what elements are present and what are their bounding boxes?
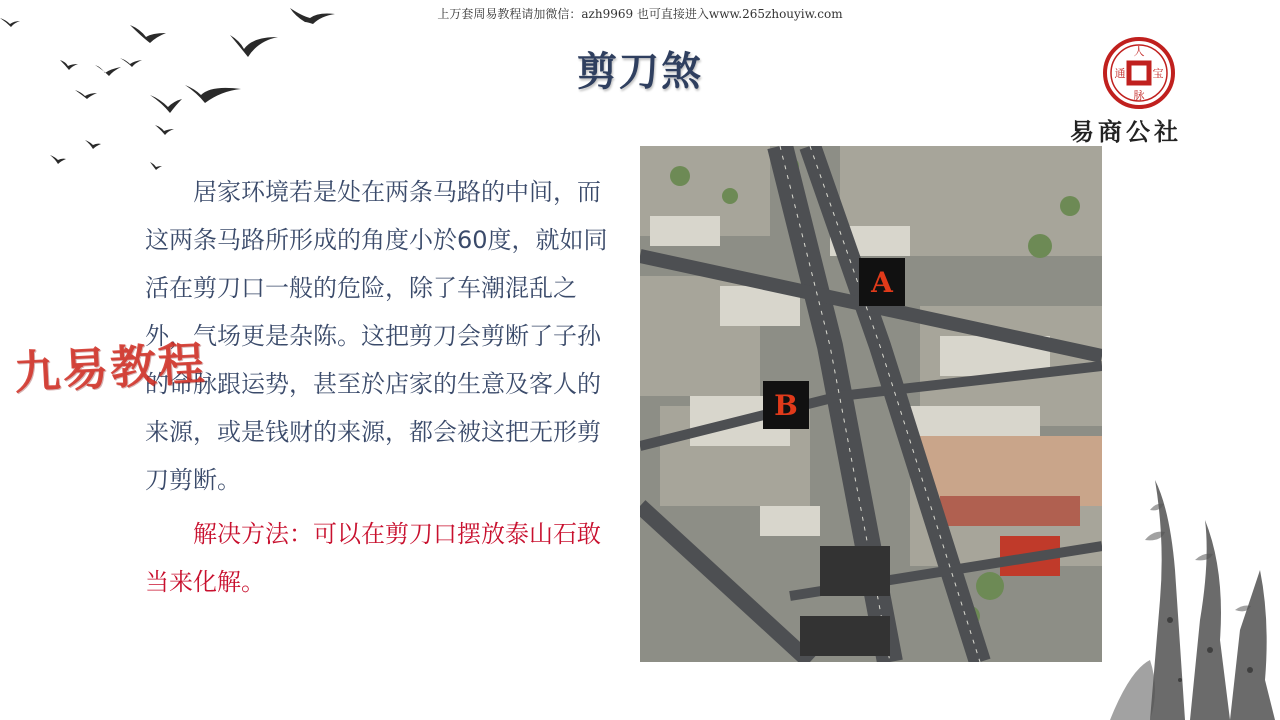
ink-mountain-decoration <box>1090 420 1280 720</box>
page-title: 剪刀煞 <box>577 49 703 95</box>
svg-text:脉: 脉 <box>1133 89 1145 102</box>
main-paragraph: 居家环境若是处在两条马路的中间，而这两条马路所形成的角度小於60度，就如同活在剪刀口一般的危险，除了车潮混乱之外，气场更是杂陈。这把剪刀会剪断了子孙的命脉跟运势，甚至於店家的生意及客人的来源，或是钱财的来源，都会被这把无形剪刀剪断。 <box>145 178 608 494</box>
aerial-photo <box>640 146 1102 662</box>
svg-text:人: 人 <box>1133 45 1145 58</box>
marker-b: B <box>763 381 809 429</box>
svg-text:通: 通 <box>1114 67 1126 80</box>
solution-text: 解决方法：可以在剪刀口摆放泰山石敢当来化解。 <box>145 520 601 596</box>
marker-a: A <box>859 258 905 306</box>
aerial-photo-image <box>640 146 1102 662</box>
body-text <box>145 168 615 606</box>
watermark-text: 九易教程 <box>12 336 208 400</box>
top-notice: 上万套周易教程请加微信：azh9969 也可直接进入www.265zhouyiw.com <box>437 7 843 21</box>
svg-text:宝: 宝 <box>1152 67 1164 80</box>
logo-text: 易商公社 <box>1070 117 1182 146</box>
